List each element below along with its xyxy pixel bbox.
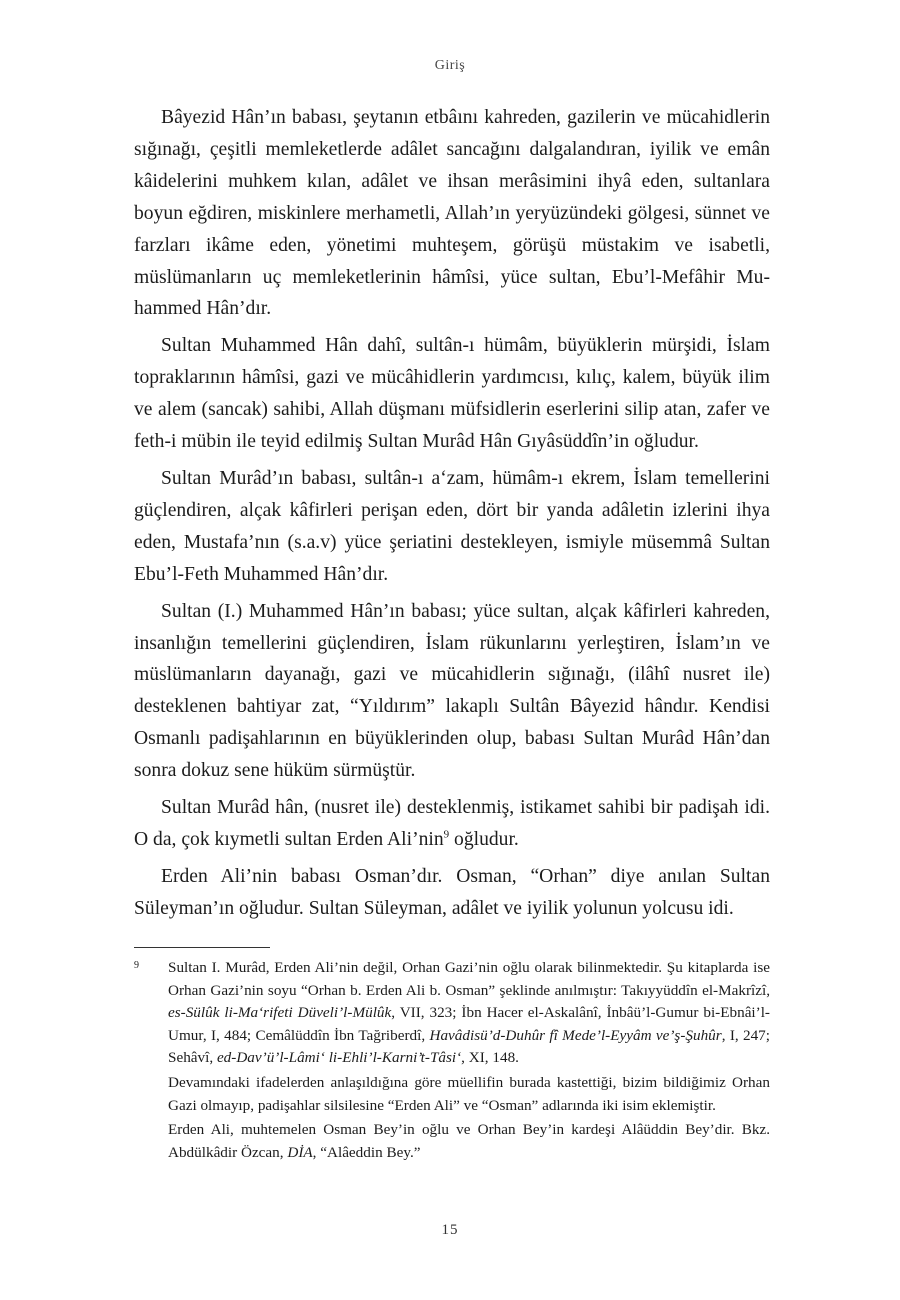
footnote-text: Erden Ali, muhtemelen Osman Bey’in oğlu ve Orhan Bey’in kardeşi Alâüddin Bey’dir. Bkz. Abdülkâdir Özcan, [168,1121,770,1161]
paragraph-6: Erden Ali’nin babası Osman’dır. Osman, “Orhan” diye anılan Sultan Süleyman’ın oğludur. Sultan Süleyman, adâlet ve iyilik yolunun yolcusu idi. [134,865,770,919]
paragraph-3: Sultan Murâd’ın babası, sultân-ı a‘zam, hümâm-ı ekrem, İslam temellerini güçlendiren, alçak kâfirleri perişan eden, dört bir yanda adâletin izlerini ihya eden, Mustafa’nın (s.a.v) yüce şeriatini destekleyen, ismiyle müsemmâ Sultan Ebu’l-Feth Muhammed Hân’dır. [134,467,770,585]
footnote-text: , VII, 323; İbn Hacer el-Askalânî, İnbâü’l-Gumur bi-Ebnâi’l-Umur, I, 484; Cemâlüddîn İbn Tağriberdî, [168,1004,770,1044]
footnote-book-title: es-Sülûk li-Ma‘rifeti Düveli’l-Mülûk [168,1004,392,1022]
footnote-body [168,957,770,1164]
paragraph-1: Bâyezid Hân’ın babası, şeytanın etbâını kahreden, gazilerin ve mücahidlerin sığınağı, çeşitli memleketlerde adâlet sancağını dalgalandıran, iyilik ve emân kâidelerini muhkem kılan, adâlet ve ihsan merâsimini ihyâ eden, sultanlara boyun eğdiren, miskinlere merhametli, Allah’ın yeryüzündeki gölgesi, sünnet ve farzları ikâme eden, yönetimi muhteşem, görüşü müstakim ve isabetli, müslümanların uç memleketlerinin hâmîsi, yüce sultan, Ebu’l-Mefâhir Muhammed Hân’dır. [134,107,770,320]
footnote-text: , “Alâeddin Bey.” [312,1143,421,1161]
footnote-book-title: Havâdisü’d-Duhûr fî Mede’l-Eyyâm ve’ş-Şuhûr [429,1026,722,1044]
paragraph-5-text-end: oğludur. [449,828,519,850]
paragraph-5 [134,792,770,856]
footnote-number: 9 [134,960,139,971]
running-head: Giriş [434,58,466,73]
footnote-reference[interactable]: 9 [443,828,450,841]
paragraph-2: Sultan Muhammed Hân dahî, sultân-ı hümâm, büyüklerin mürşidi, İslam topraklarının hâmîsi, gazi ve mücâhidlerin yardımcısı, kılıç, kalem, büyük ilim ve alem (sancak) sahibi, Allah düşmanı müfsidlerin eserlerini silip atan, zafer ve feth-i mübin ile teyid edilmiş Sultan Murâd Hân Gıyâsüddîn’in oğludur. [134,335,770,453]
footnote-paragraph-1 [168,957,770,1070]
footnote-text: , XI, 148. [461,1049,519,1067]
footnote-text: Sultan I. Murâd, Erden Ali’nin değil, Orhan Gazi’nin oğlu olarak bilinmektedir. Şu kitaplarda ise Orhan Gazi’nin soyu “Orhan b. Erden Ali b. Osman” şeklinde anılmıştır: Takıyyüddîn el-Makrîzî, [168,959,770,999]
footnote-text: , I, 247; Sehâvî, [168,1026,770,1067]
footnote-book-title: ed-Dav’ü’l-Lâmi‘ li-Ehli’l-Karni’t-Tâsi‘ [216,1049,462,1067]
paragraph-5-text: Sultan Murâd hân, (nusret ile) desteklenmiş, istikamet sahibi bir padişah idi. O da, çok kıymetli sultan Erden Ali’nin [134,797,770,850]
footnote-separator [134,947,270,948]
footnote-paragraph-3 [168,1119,770,1164]
footnote-book-title: DİA [287,1143,313,1161]
footnote-paragraph-2: Devamındaki ifadelerden anlaşıldığına göre müellifin burada kastettiği, bizim bildiğimiz Orhan Gazi olmayıp, padişahlar silsilesine “Erden Ali” ve “Osman” adlarında iki isim eklemiştir. [168,1073,770,1114]
body-text [134,102,770,930]
paragraph-4: Sultan (I.) Muhammed Hân’ın babası; yüce sultan, alçak kâfirleri kahreden, insanlığın temellerini güçlendiren, İslam rükunlarını yerleştiren, İslam’ın ve müslümanların dayanağı, gazi ve mücahidlerin sığınağı, (ilâhî nusret ile) desteklenen bahtiyar zat, “Yıldırım” lakaplı Sultân Bâyezid hândır. Kendisi Osmanlı padişahlarının en büyüklerinden olup, babası Sultan Murâd Hân’dan sonra dokuz sene hüküm sürmüştür. [134,600,770,782]
footnote-9 [134,957,770,1166]
page-number: 15 [441,1222,459,1238]
